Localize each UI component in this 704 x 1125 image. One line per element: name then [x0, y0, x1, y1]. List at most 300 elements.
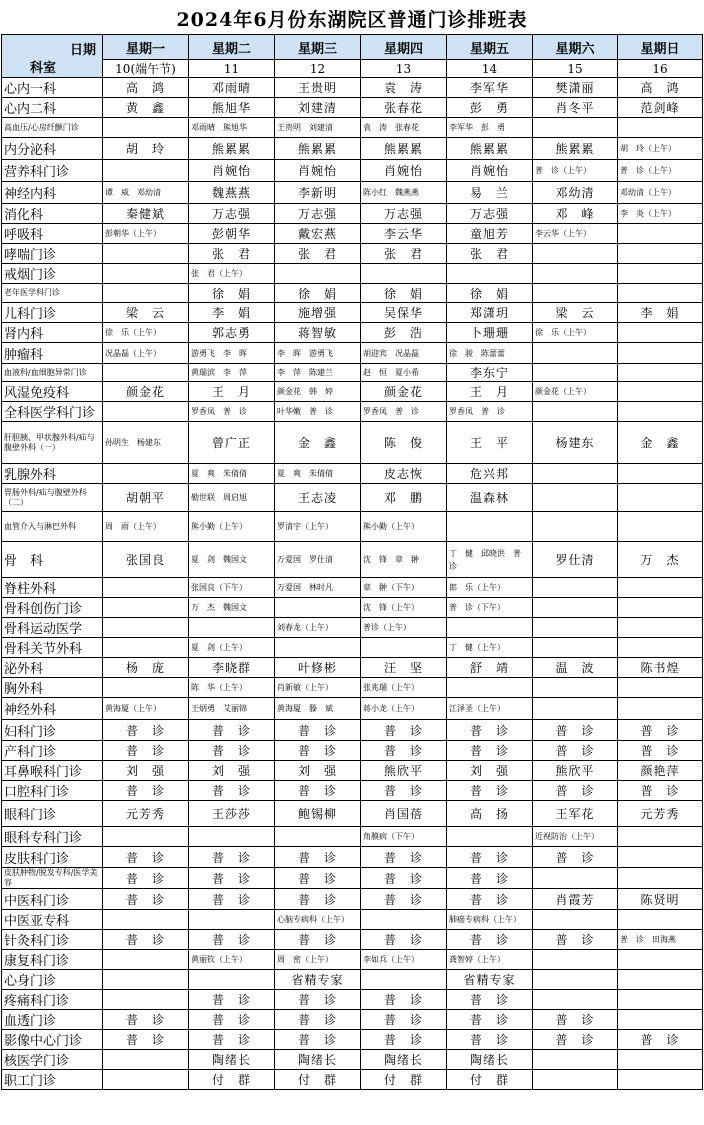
schedule-cell: 戴宏燕 [275, 224, 361, 244]
department-name: 胃肠外科/疝与腹壁外科（二） [2, 484, 103, 512]
schedule-cell [447, 827, 533, 847]
schedule-cell: 近视防治（上午） [533, 827, 618, 847]
schedule-cell: 普 诊（下午） [447, 598, 533, 618]
schedule-cell [618, 578, 703, 598]
schedule-cell [533, 1070, 618, 1090]
header-date: 15 [533, 60, 618, 78]
schedule-cell: 熊旭华 [189, 98, 275, 118]
schedule-cell: 普 诊 [103, 1010, 189, 1030]
schedule-cell: 徐 娟 [447, 284, 533, 303]
schedule-cell [618, 950, 703, 970]
schedule-cell: 徐 娟 [361, 284, 447, 303]
schedule-cell: 邓幼清（上午） [618, 182, 703, 204]
schedule-cell: 鲍锡柳 [275, 801, 361, 827]
schedule-cell: 王志凌 [275, 484, 361, 512]
table-row [2, 678, 703, 698]
schedule-cell: 普 诊 [533, 847, 618, 868]
schedule-cell: 普 诊 [103, 930, 189, 950]
schedule-cell: 郑潇玥 [447, 303, 533, 323]
department-name: 内分泌科 [2, 138, 103, 160]
schedule-cell [103, 950, 189, 970]
schedule-cell [618, 244, 703, 264]
schedule-cell: 万志强 [447, 204, 533, 224]
department-name: 康复科门诊 [2, 950, 103, 970]
schedule-cell: 徐 娟 [189, 284, 275, 303]
schedule-cell: 万志强 [189, 204, 275, 224]
schedule-cell: 普 诊（上午） [618, 160, 703, 182]
schedule-cell: 省精专家 [275, 970, 361, 990]
schedule-cell [533, 678, 618, 698]
schedule-cell: 王炳勇 艾丽锦 [189, 698, 275, 720]
schedule-cell: 王 平 [447, 422, 533, 464]
schedule-cell: 普 诊 [361, 847, 447, 868]
schedule-cell: 张 君 [189, 244, 275, 264]
schedule-cell: 普 诊 [618, 1030, 703, 1050]
schedule-cell [447, 618, 533, 638]
schedule-cell: 樊潇丽 [533, 78, 618, 98]
schedule-cell [533, 698, 618, 720]
department-name: 皮肤肿物/脱发专科/医学美容 [2, 868, 103, 889]
schedule-cell: 付 群 [447, 1070, 533, 1090]
schedule-cell: 颜金花 [361, 382, 447, 402]
schedule-cell: 蒋小龙（上午） [361, 698, 447, 720]
schedule-cell [618, 264, 703, 284]
schedule-cell: 普 诊 [618, 781, 703, 801]
schedule-cell: 李东宁 [447, 364, 533, 382]
schedule-cell: 普 诊 [361, 1030, 447, 1050]
table-row [2, 382, 703, 402]
schedule-cell [533, 484, 618, 512]
schedule-cell: 金 鑫 [275, 422, 361, 464]
schedule-cell [533, 1050, 618, 1070]
header-day: 星期日 [618, 35, 703, 60]
schedule-cell: 普 诊 [103, 741, 189, 761]
schedule-cell: 肖婉怡 [189, 160, 275, 182]
schedule-cell: 普 诊 [103, 1030, 189, 1050]
schedule-cell [618, 970, 703, 990]
schedule-cell: 普 诊 [447, 868, 533, 889]
schedule-cell: 李军华 彭 勇 [447, 118, 533, 138]
table-row [2, 950, 703, 970]
department-name: 耳鼻喉科门诊 [2, 761, 103, 781]
schedule-cell: 张春花 [361, 98, 447, 118]
schedule-cell: 普 诊 [189, 720, 275, 741]
schedule-cell: 卜珊珊 [447, 323, 533, 343]
schedule-cell [275, 638, 361, 658]
schedule-cell [533, 868, 618, 889]
schedule-cell: 胡朝平 [103, 484, 189, 512]
schedule-cell [189, 827, 275, 847]
schedule-cell: 王贵明 刘建清 [275, 118, 361, 138]
schedule-cell: 肖婉怡 [361, 160, 447, 182]
schedule-cell: 肖国蓓 [361, 801, 447, 827]
schedule-cell: 童旭芳 [447, 224, 533, 244]
schedule-cell: 普 诊 [533, 781, 618, 801]
schedule-cell: 郭志勇 [189, 323, 275, 343]
schedule-cell: 普 诊 [447, 1010, 533, 1030]
header-corner-dept-label: 科室 [30, 61, 57, 76]
schedule-cell: 普 诊 [275, 990, 361, 1010]
schedule-cell: 邓 峰 [533, 204, 618, 224]
schedule-cell: 王 月 [189, 382, 275, 402]
schedule-cell: 徐 骏 陈蕾蕾 [447, 343, 533, 364]
schedule-cell: 李晓群 [189, 658, 275, 678]
department-name: 口腔科门诊 [2, 781, 103, 801]
schedule-cell: 普 诊 [533, 1010, 618, 1030]
schedule-cell [533, 990, 618, 1010]
schedule-cell: 普 诊 [189, 889, 275, 910]
schedule-cell: 普 诊 [103, 889, 189, 910]
schedule-cell: 元芳秀 [103, 801, 189, 827]
department-name: 神经外科 [2, 698, 103, 720]
table-row [2, 98, 703, 118]
schedule-cell: 叶华嫩 普 诊 [275, 402, 361, 422]
schedule-cell: 张 君 [275, 244, 361, 264]
schedule-cell: 夏 爽 朱倩倩 [189, 464, 275, 484]
schedule-cell: 刘春龙（上午） [275, 618, 361, 638]
schedule-cell: 陈 俊 [361, 422, 447, 464]
schedule-cell: 普 诊 [361, 889, 447, 910]
schedule-cell [103, 578, 189, 598]
schedule-cell: 李 萍 陈建兰 [275, 364, 361, 382]
schedule-table [1, 34, 703, 1090]
department-name: 儿科门诊 [2, 303, 103, 323]
department-name: 肿瘤科 [2, 343, 103, 364]
schedule-cell: 温 波 [533, 658, 618, 678]
schedule-cell [447, 678, 533, 698]
schedule-cell: 颜金花（上午） [533, 382, 618, 402]
table-row [2, 1070, 703, 1090]
department-name: 心内一科 [2, 78, 103, 98]
schedule-cell: 普 诊 [533, 1030, 618, 1050]
schedule-cell: 角膜病（下午） [361, 827, 447, 847]
schedule-cell [103, 970, 189, 990]
department-name: 风湿免疫科 [2, 382, 103, 402]
schedule-cell: 罗仕清 [533, 542, 618, 578]
schedule-cell: 黄海厦 滕 斌 [275, 698, 361, 720]
schedule-cell [533, 970, 618, 990]
schedule-cell: 熊欣平 [361, 761, 447, 781]
table-row [2, 638, 703, 658]
schedule-cell: 普 诊 [447, 847, 533, 868]
schedule-cell: 危兴邦 [447, 464, 533, 484]
schedule-cell: 罗清宇（上午） [275, 512, 361, 542]
table-row [2, 204, 703, 224]
schedule-cell: 普 诊 [275, 930, 361, 950]
schedule-cell [618, 618, 703, 638]
schedule-cell: 熊累累 [447, 138, 533, 160]
schedule-cell [447, 264, 533, 284]
schedule-cell [103, 827, 189, 847]
schedule-cell: 熊累累 [361, 138, 447, 160]
schedule-cell: 普 诊 [447, 1030, 533, 1050]
schedule-cell: 普 诊 [275, 1010, 361, 1030]
department-name: 眼科门诊 [2, 801, 103, 827]
table-row [2, 578, 703, 598]
department-name: 血液科/血细胞异常门诊 [2, 364, 103, 382]
schedule-cell: 郎 乐（上午） [447, 578, 533, 598]
schedule-cell [618, 343, 703, 364]
schedule-cell [103, 990, 189, 1010]
schedule-cell: 普 诊 [618, 720, 703, 741]
schedule-cell [103, 264, 189, 284]
table-row [2, 1010, 703, 1030]
schedule-cell [275, 264, 361, 284]
schedule-cell: 施增强 [275, 303, 361, 323]
schedule-cell [447, 512, 533, 542]
department-name: 消化科 [2, 204, 103, 224]
table-row [2, 781, 703, 801]
schedule-cell [533, 618, 618, 638]
page-title: 2024年6月份东湖院区普通门诊排班表 [176, 9, 528, 31]
schedule-cell: 元芳秀 [618, 801, 703, 827]
table-row [2, 761, 703, 781]
schedule-cell: 罗香凤 普 诊 [189, 402, 275, 422]
schedule-cell [618, 1050, 703, 1070]
schedule-cell: 丁 健（上午） [447, 638, 533, 658]
header-day: 星期三 [275, 35, 361, 60]
schedule-cell: 李军华 [447, 78, 533, 98]
schedule-cell: 黄瑞滨 李 萍 [189, 364, 275, 382]
schedule-cell: 沈 锋（上午） [361, 598, 447, 618]
schedule-cell: 魏燕燕 [189, 182, 275, 204]
schedule-cell [618, 512, 703, 542]
schedule-cell: 颜艳萍 [618, 761, 703, 781]
schedule-cell: 高 鸿 [103, 78, 189, 98]
schedule-cell: 黄 鑫 [103, 98, 189, 118]
schedule-cell: 丁 健 邱晓洪 普 诊 [447, 542, 533, 578]
schedule-cell [189, 970, 275, 990]
table-row [2, 224, 703, 244]
schedule-cell: 谭 威 邓幼清 [103, 182, 189, 204]
table-row [2, 970, 703, 990]
schedule-cell [103, 244, 189, 264]
schedule-cell [618, 1010, 703, 1030]
table-row [2, 264, 703, 284]
schedule-cell [533, 910, 618, 930]
schedule-cell [618, 638, 703, 658]
table-row [2, 512, 703, 542]
schedule-cell: 王贵明 [275, 78, 361, 98]
table-row [2, 323, 703, 343]
schedule-cell: 李 娟 [189, 303, 275, 323]
schedule-cell [103, 910, 189, 930]
table-row [2, 598, 703, 618]
schedule-cell: 肖新敏（上午） [275, 678, 361, 698]
schedule-cell: 游勇飞 李 晖 [189, 343, 275, 364]
schedule-cell: 万 杰 [618, 542, 703, 578]
schedule-cell: 陈书煌 [618, 658, 703, 678]
department-name: 心身门诊 [2, 970, 103, 990]
schedule-cell: 舒 靖 [447, 658, 533, 678]
department-name: 针灸科门诊 [2, 930, 103, 950]
schedule-cell: 普 诊 [189, 1010, 275, 1030]
schedule-cell: 张兆瑞（上午） [361, 678, 447, 698]
department-name: 影像中心门诊 [2, 1030, 103, 1050]
schedule-cell: 李云华 [361, 224, 447, 244]
schedule-cell: 李新明 [275, 182, 361, 204]
schedule-cell: 普 诊 [275, 1030, 361, 1050]
schedule-cell: 陶绪长 [189, 1050, 275, 1070]
header-date: 12 [275, 60, 361, 78]
schedule-cell: 黄丽钦（上午） [189, 950, 275, 970]
department-name: 骨科关节外科 [2, 638, 103, 658]
schedule-cell [533, 578, 618, 598]
schedule-cell: 李 炎（上午） [618, 204, 703, 224]
header-date: 14 [447, 60, 533, 78]
schedule-cell: 颜金花 韩 婷 [275, 382, 361, 402]
table-row [2, 847, 703, 868]
table-row [2, 930, 703, 950]
schedule-cell [103, 284, 189, 303]
schedule-cell: 夏 爽 朱倩倩 [275, 464, 361, 484]
schedule-cell: 彭 勇 [447, 98, 533, 118]
department-name: 职工门诊 [2, 1070, 103, 1090]
schedule-cell: 普 诊 [189, 990, 275, 1010]
table-row [2, 138, 703, 160]
schedule-cell [103, 364, 189, 382]
header-day: 星期一 [103, 35, 189, 60]
schedule-cell: 袁 涛 张春花 [361, 118, 447, 138]
table-row [2, 118, 703, 138]
schedule-cell: 陈 华（上午） [189, 678, 275, 698]
schedule-cell: 普 诊 [103, 847, 189, 868]
schedule-cell: 陶绪长 [361, 1050, 447, 1070]
table-row [2, 741, 703, 761]
schedule-cell: 夏 剑（上午） [189, 638, 275, 658]
schedule-cell: 胡迎宾 况晶磊 [361, 343, 447, 364]
schedule-cell: 普 诊 [533, 720, 618, 741]
schedule-cell: 普 诊 [189, 868, 275, 889]
header-day: 星期四 [361, 35, 447, 60]
schedule-cell [189, 910, 275, 930]
schedule-cell [103, 678, 189, 698]
schedule-cell: 章 翀（下午） [361, 578, 447, 598]
table-row [2, 827, 703, 847]
schedule-cell: 夏 剑 魏国文 [189, 542, 275, 578]
schedule-cell: 况晶磊（上午） [103, 343, 189, 364]
schedule-cell [533, 950, 618, 970]
table-row [2, 720, 703, 741]
table-row [2, 868, 703, 889]
schedule-cell: 陶绪长 [447, 1050, 533, 1070]
table-row [2, 402, 703, 422]
schedule-cell: 万志强 [275, 204, 361, 224]
schedule-cell: 张 君 [361, 244, 447, 264]
department-name: 呼吸科 [2, 224, 103, 244]
header-day: 星期五 [447, 35, 533, 60]
schedule-cell: 周 雨（上午） [103, 512, 189, 542]
schedule-cell: 皮志恢 [361, 464, 447, 484]
schedule-cell: 李如兵（上午） [361, 950, 447, 970]
schedule-cell: 万爱国 林时凡 [275, 578, 361, 598]
schedule-cell: 普 诊 [275, 781, 361, 801]
schedule-cell: 普 诊 田海燕 [618, 930, 703, 950]
schedule-cell: 普 诊 [189, 781, 275, 801]
department-name: 胸外科 [2, 678, 103, 698]
table-row [2, 422, 703, 464]
schedule-cell: 罗香凤 普 诊 [361, 402, 447, 422]
schedule-cell: 张国良 [103, 542, 189, 578]
schedule-cell [103, 1070, 189, 1090]
schedule-cell: 陈贤明 [618, 889, 703, 910]
schedule-cell: 普 诊 [275, 720, 361, 741]
schedule-cell: 万爱国 罗仕清 [275, 542, 361, 578]
schedule-cell: 普 诊 [189, 741, 275, 761]
schedule-cell: 徐 乐（上午） [103, 323, 189, 343]
schedule-cell: 普 诊（上午） [533, 160, 618, 182]
schedule-cell: 邓幼清 [533, 182, 618, 204]
schedule-cell: 付 群 [189, 1070, 275, 1090]
schedule-cell: 肖婉怡 [447, 160, 533, 182]
table-row [2, 658, 703, 678]
schedule-cell [618, 224, 703, 244]
schedule-cell [533, 118, 618, 138]
schedule-cell: 罗香凤 普 诊 [447, 402, 533, 422]
schedule-cell [533, 464, 618, 484]
schedule-cell: 熊累累 [533, 138, 618, 160]
header-corner-date-label: 日期 [69, 43, 96, 58]
schedule-cell [275, 598, 361, 618]
schedule-cell: 普 诊 [447, 930, 533, 950]
schedule-cell: 张 君（上午） [189, 264, 275, 284]
schedule-cell: 袁 涛 [361, 78, 447, 98]
table-row [2, 343, 703, 364]
schedule-cell: 王莎莎 [189, 801, 275, 827]
schedule-cell: 普 诊 [618, 741, 703, 761]
table-row [2, 889, 703, 910]
department-name: 骨 科 [2, 542, 103, 578]
schedule-cell [189, 618, 275, 638]
table-row [2, 990, 703, 1010]
schedule-cell: 肖婉怡 [275, 160, 361, 182]
schedule-cell: 龚智婷（上午） [447, 950, 533, 970]
schedule-cell [533, 284, 618, 303]
schedule-cell: 普 诊 [361, 930, 447, 950]
schedule-cell: 普 诊 [533, 930, 618, 950]
schedule-cell [103, 160, 189, 182]
table-row [2, 910, 703, 930]
schedule-cell [618, 678, 703, 698]
header-date: 10(端午节) [103, 60, 189, 78]
table-row [2, 364, 703, 382]
schedule-cell: 刘 强 [103, 761, 189, 781]
schedule-cell: 彭朝华（上午） [103, 224, 189, 244]
schedule-cell [618, 484, 703, 512]
schedule-cell: 范剑峰 [618, 98, 703, 118]
table-row [2, 244, 703, 264]
schedule-cell [361, 264, 447, 284]
schedule-cell [618, 868, 703, 889]
schedule-cell: 蒋智敏 [275, 323, 361, 343]
schedule-cell [103, 118, 189, 138]
schedule-cell [275, 827, 361, 847]
table-row [2, 542, 703, 578]
header-day: 星期二 [189, 35, 275, 60]
header-row-dates [2, 60, 703, 78]
schedule-cell [618, 990, 703, 1010]
schedule-cell: 勒世联 周启旭 [189, 484, 275, 512]
table-row [2, 1050, 703, 1070]
department-name: 老年医学科门诊 [2, 284, 103, 303]
schedule-cell: 王 月 [447, 382, 533, 402]
schedule-cell: 普 诊 [361, 868, 447, 889]
schedule-cell: 汪 坚 [361, 658, 447, 678]
schedule-cell [618, 847, 703, 868]
schedule-cell: 熊累累 [275, 138, 361, 160]
schedule-cell: 胡 玲（上午） [618, 138, 703, 160]
department-name: 戒烟门诊 [2, 264, 103, 284]
